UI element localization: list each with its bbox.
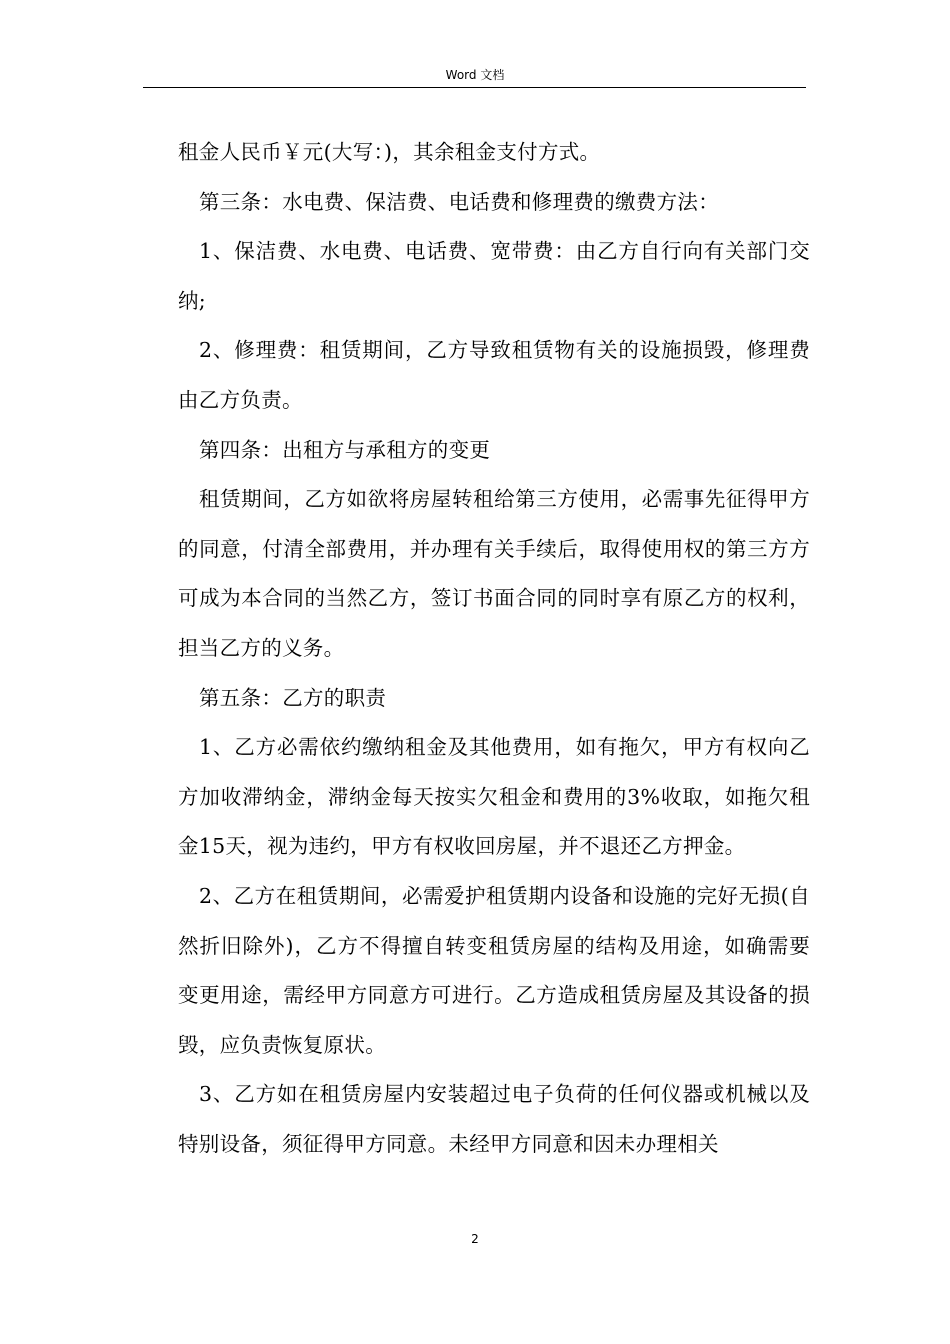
paragraph-article-3-heading: 第三条：水电费、保洁费、电话费和修理费的缴费方法：: [199, 189, 719, 214]
paragraph-article-5-item-2: 2、乙方在租赁期间，必需爱护租赁期内设备和设施的完好无损(自然折旧除外)，乙方不得擅自转变租赁房屋的结构及用途，如确需要变更用途，需经甲方同意方可进行。乙方造成租赁房屋及其设备的损毁，应负责恢复原状。: [178, 883, 810, 1057]
document-body: [178, 128, 810, 1169]
header-divider: [143, 87, 806, 88]
paragraph-article-4-heading: 第四条：出租方与承租方的变更: [199, 437, 491, 462]
paragraph-article-5-item-1: 1、乙方必需依约缴纳租金及其他费用，如有拖欠，甲方有权向乙方加收滞纳金，滞纳金每天按实欠租金和费用的3%收取，如拖欠租金15天，视为违约，甲方有权收回房屋，并不退还乙方押金。: [178, 735, 810, 859]
paragraph-article-3-item-2: 2、修理费：租赁期间，乙方导致租赁物有关的设施损毁，修理费由乙方负责。: [178, 338, 810, 412]
paragraph-rent-payment: 租金人民币￥元(大写：)，其余租金支付方式。: [178, 140, 601, 164]
page-header: Word 文档: [445, 68, 505, 82]
paragraph-article-3-item-1: 1、保洁费、水电费、电话费、宽带费：由乙方自行向有关部门交纳;: [178, 239, 810, 313]
paragraph-article-5-item-3: 3、乙方如在租赁房屋内安装超过电子负荷的任何仪器或机械以及特别设备，须征得甲方同意。未经甲方同意和因未办理相关: [178, 1082, 810, 1156]
paragraph-article-4-body: 租赁期间，乙方如欲将房屋转租给第三方使用，必需事先征得甲方的同意，付清全部费用，并办理有关手续后，取得使用权的第三方方可成为本合同的当然乙方，签订书面合同的同时享有原乙方的权利，担当乙方的义务。: [178, 487, 810, 660]
page-number: 2: [471, 1232, 479, 1246]
paragraph-article-5-heading: 第五条：乙方的职责: [199, 685, 387, 710]
